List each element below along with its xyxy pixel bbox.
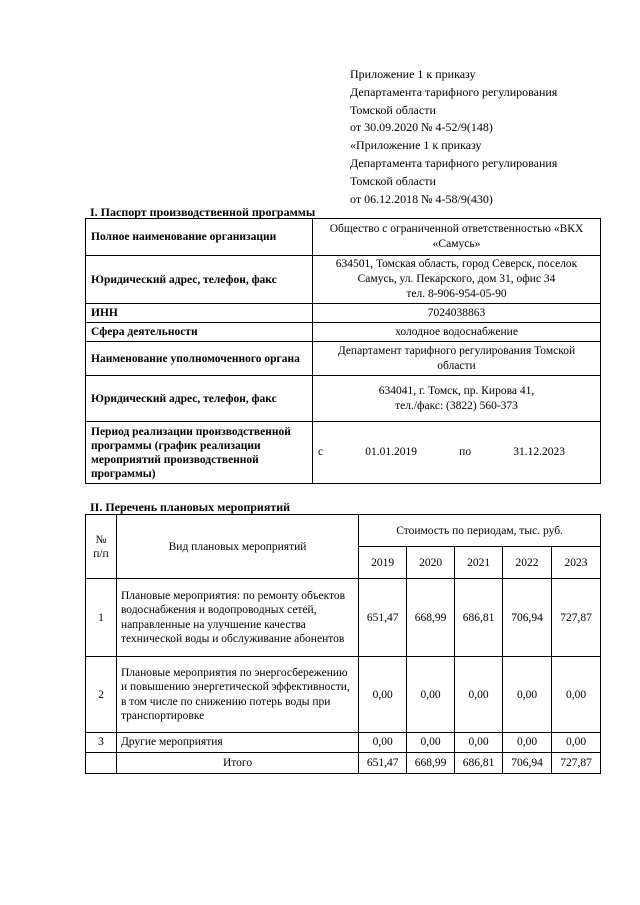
sphere-value: холодное водоснабжение xyxy=(313,323,601,342)
year-header: 2023 xyxy=(552,547,601,579)
table-row xyxy=(86,304,601,323)
authority-label: Наименование уполномоченного органа xyxy=(86,342,313,376)
header-line: от 06.12.2018 № 4-58/9(430) xyxy=(350,191,493,206)
total-value: 727,87 xyxy=(552,752,601,773)
total-value: 706,94 xyxy=(503,752,552,773)
row-value: 0,00 xyxy=(552,733,601,753)
table-row xyxy=(86,219,601,256)
total-num-cell xyxy=(86,752,117,773)
org-phone-line: тел. 8-906-954-05-90 xyxy=(406,288,507,300)
row-value: 0,00 xyxy=(407,733,455,753)
org-address-line: 634501, Томская область, город Северск, поселок Самусь, ул. Пекарского, дом 31, офис 34 xyxy=(335,258,578,285)
row-num: 2 xyxy=(86,657,117,733)
org-address-label: Юридический адрес, телефон, факс xyxy=(86,256,313,304)
row-name: Плановые мероприятия по энергосбережению и повышению энергетической эффективности, в том числе по снижению потерь воды при транспортировке xyxy=(116,657,358,733)
sphere-label: Сфера деятельности xyxy=(86,323,313,342)
year-header: 2019 xyxy=(359,547,407,579)
period-from-word: с xyxy=(318,446,324,458)
table-row xyxy=(86,422,601,484)
table-row xyxy=(86,376,601,422)
row-value: 0,00 xyxy=(503,657,552,733)
table-row xyxy=(86,579,601,657)
row-value: 0,00 xyxy=(552,657,601,733)
row-num: 3 xyxy=(86,733,117,753)
col-header-name: Вид плановых мероприятий xyxy=(116,515,358,579)
period-from-date: 01.01.2019 xyxy=(365,446,418,458)
row-value: 651,47 xyxy=(359,579,407,657)
table-row xyxy=(86,657,601,733)
period-to-date: 31.12.2023 xyxy=(513,446,565,458)
row-value: 706,94 xyxy=(503,579,552,657)
total-label: Итого xyxy=(116,752,358,773)
row-value: 0,00 xyxy=(407,657,455,733)
header-line: Приложение 1 к приказу xyxy=(350,67,476,81)
activities-table xyxy=(85,514,601,774)
header-line: Департамента тарифного регулирования xyxy=(350,155,558,170)
row-value: 668,99 xyxy=(407,579,455,657)
org-address-value xyxy=(313,256,601,304)
table-row xyxy=(86,256,601,304)
row-value: 686,81 xyxy=(455,579,503,657)
col-header-cost: Стоимость по периодам, тыс. руб. xyxy=(359,515,601,547)
order-reference-header xyxy=(350,66,620,208)
table-header-row xyxy=(86,515,601,547)
row-name: Другие мероприятия xyxy=(116,733,358,753)
authority-phone-line: тел./факс: (3822) 560-373 xyxy=(395,399,518,412)
table-row xyxy=(86,733,601,753)
period-to-word: по xyxy=(459,446,472,458)
inn-label: ИНН xyxy=(86,304,313,323)
section1-title: I. Паспорт производственной программы xyxy=(90,205,316,219)
period-value xyxy=(313,422,601,484)
header-line: Департамента тарифного регулирования xyxy=(350,84,558,99)
row-value: 727,87 xyxy=(552,579,601,657)
total-value: 686,81 xyxy=(455,752,503,773)
table-row xyxy=(86,323,601,342)
year-header: 2021 xyxy=(455,547,503,579)
row-value: 0,00 xyxy=(503,733,552,753)
header-line: «Приложение 1 к приказу xyxy=(350,138,482,153)
org-name-label: Полное наименование организации xyxy=(86,219,313,256)
row-name: Плановые мероприятия: по ремонту объектов водоснабжения и водопроводных сетей, направленные на улучшение качества технической воды и обслуживание абонентов xyxy=(116,579,358,657)
total-row xyxy=(86,752,601,773)
row-value: 0,00 xyxy=(455,657,503,733)
period-range xyxy=(318,445,595,460)
period-label: Период реализации производственной программы (график реализации мероприятий производственной программы) xyxy=(86,422,313,484)
authority-address-label: Юридический адрес, телефон, факс xyxy=(86,376,313,422)
year-header: 2020 xyxy=(407,547,455,579)
header-line: Томской области xyxy=(350,102,436,117)
header-line: от 30.09.2020 № 4-52/9(148) xyxy=(350,120,493,135)
authority-address-line: 634041, г. Томск, пр. Кирова 41, xyxy=(378,384,535,397)
authority-value: Департамент тарифного регулирования Томской области xyxy=(313,342,601,376)
org-name-value: Общество с ограниченной ответственностью «ВКХ «Самусь» xyxy=(313,219,601,256)
header-line: Томской области xyxy=(350,173,436,188)
authority-address-value xyxy=(313,376,601,422)
section2-title: II. Перечень плановых мероприятий xyxy=(90,500,291,514)
row-value: 0,00 xyxy=(455,733,503,753)
total-value: 668,99 xyxy=(407,752,455,773)
table-row xyxy=(86,342,601,376)
row-value: 0,00 xyxy=(359,733,407,753)
inn-value: 7024038863 xyxy=(313,304,601,323)
row-value: 0,00 xyxy=(359,657,407,733)
row-num: 1 xyxy=(86,579,117,657)
total-value: 651,47 xyxy=(359,752,407,773)
year-header: 2022 xyxy=(503,547,552,579)
col-header-num: № п/п xyxy=(86,515,117,579)
passport-table xyxy=(85,218,601,484)
